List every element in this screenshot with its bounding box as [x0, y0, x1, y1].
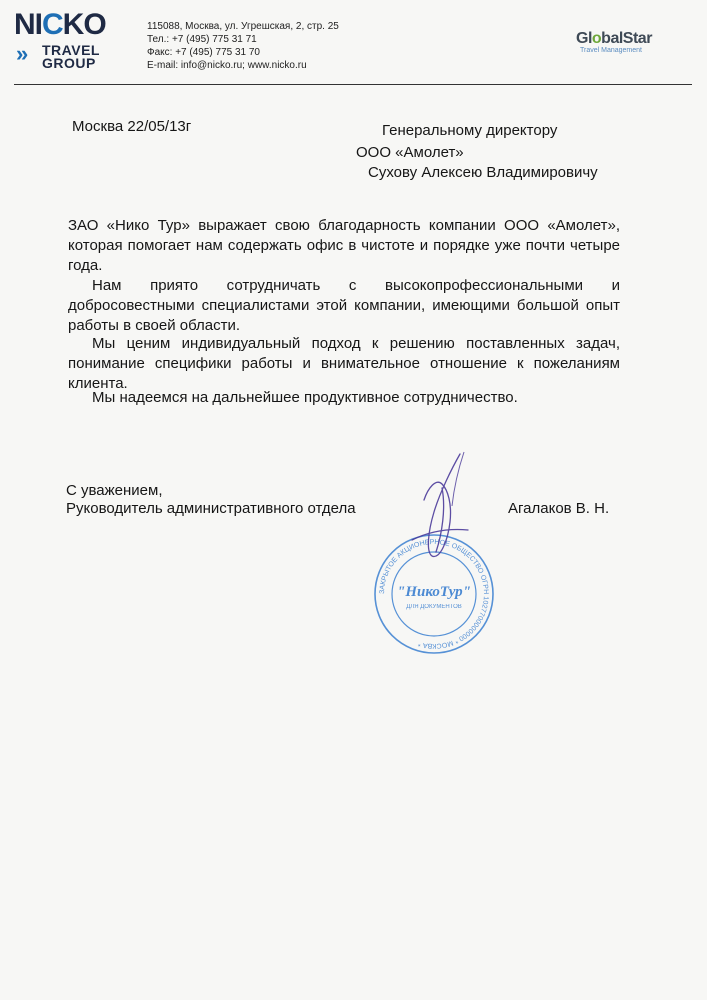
globalstar-logo [576, 31, 652, 55]
stamp-ring-text: ЗАКРЫТОЕ АКЦИОНЕРНОЕ ОБЩЕСТВО ОГРН 1027700000000 * МОСКВА * [378, 538, 490, 650]
place-date: Москва 22/05/13г [72, 118, 192, 135]
closing-phrase: С уважением, [66, 482, 163, 499]
body-paragraph-1: ЗАО «Нико Тур» выражает свою благодарность компании ООО «Амолет», которая помогает нам содержать офис в чистоте и порядке уже почти четыре года. [68, 217, 620, 274]
chevron-icon: » [16, 41, 23, 66]
header-divider [14, 84, 692, 85]
nicko-travel-group-logo [14, 10, 124, 74]
logo-line-group: GROUP [42, 55, 96, 71]
logo-title: NICKO [14, 8, 106, 41]
email-line: E-mail: info@nicko.ru; www.nicko.ru [147, 60, 307, 71]
fax-line: Факс: +7 (495) 775 31 70 [147, 47, 260, 58]
body-paragraph-2: Нам приято сотрудничать с высокопрофессиональными и добросовестными специалистами этой компании, имеющими большой опыт работы в своей области. [68, 277, 620, 334]
signer-title: Руководитель административного отдела [66, 500, 356, 517]
signer-name: Агалаков В. Н. [508, 500, 610, 517]
recipient-line-1: Генеральному директору [382, 122, 558, 139]
recipient-line-3: Сухову Алексею Владимировичу [368, 164, 598, 181]
globalstar-tagline: Travel Management [580, 47, 642, 54]
logo-line-travel: TRAVEL [42, 42, 100, 58]
stamp-center-text: "НикоТур" [397, 584, 471, 600]
stamp-sub-text: ДЛЯ ДОКУМЕНТОВ [406, 604, 462, 610]
phone-line: Тел.: +7 (495) 775 31 71 [147, 34, 257, 45]
body-paragraph-3: Мы ценим индивидуальный подход к решению поставленных задач, понимание специфики работы и внимательное отношение к пожеланиям клиента. [68, 335, 620, 392]
globalstar-name: GlobalStar [576, 30, 652, 47]
body-paragraph-4: Мы надеемся на дальнейшее продуктивное сотрудничество. [92, 389, 518, 406]
address-line: 115088, Москва, ул. Угрешская, 2, стр. 25 [147, 21, 339, 32]
company-contacts [147, 20, 339, 72]
recipient-line-2: ООО «Амолет» [356, 144, 464, 161]
handwritten-signature [382, 448, 492, 578]
